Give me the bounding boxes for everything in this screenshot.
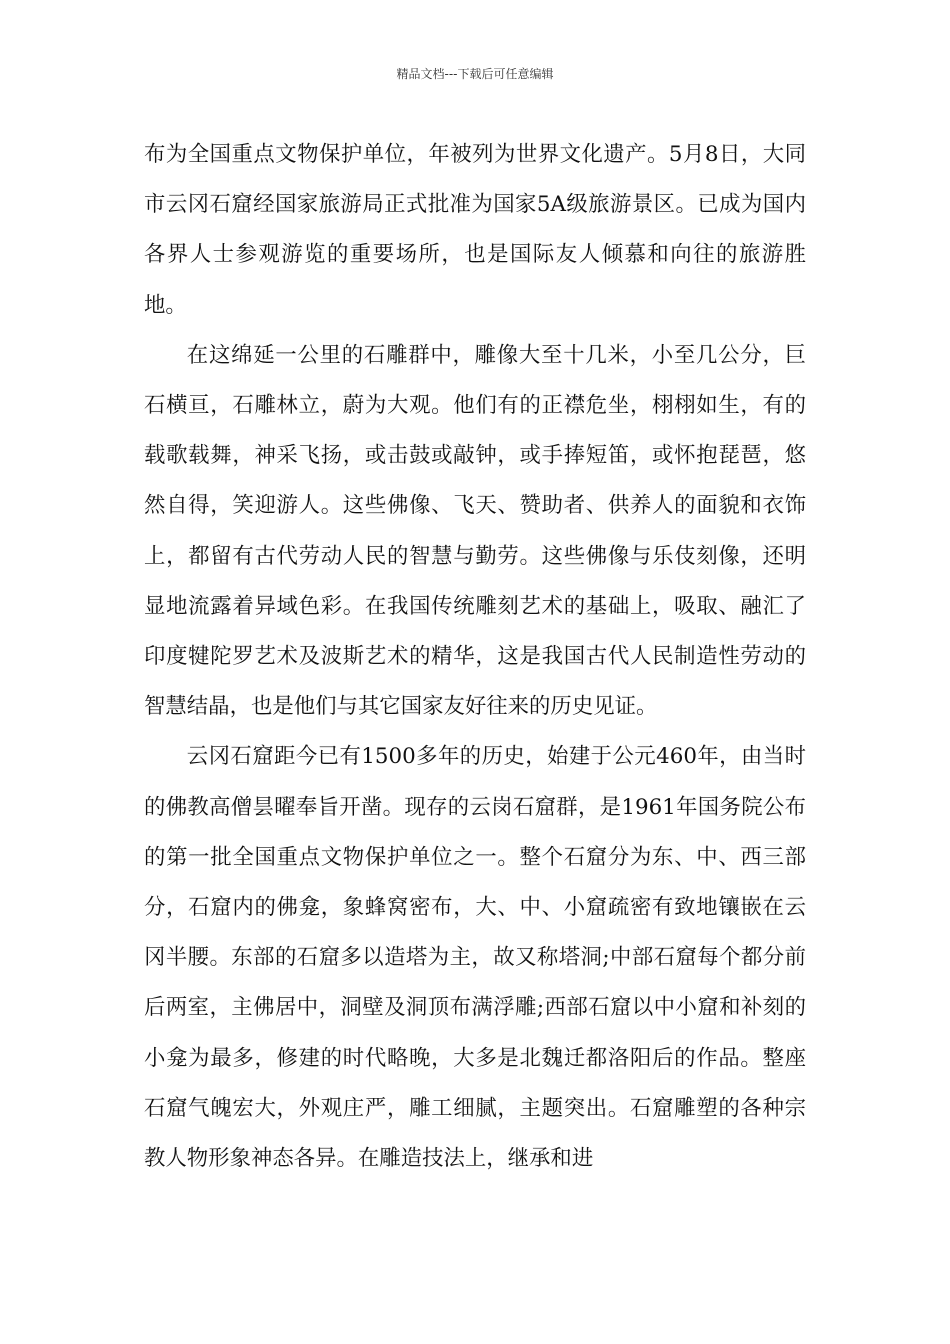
paragraph-3: 云冈石窟距今已有1500多年的历史，始建于公元460年，由当时的佛教高僧昙曜奉旨开凿。现存的云岗石窟群，是1961年国务院公布的第一批全国重点文物保护单位之一。整个石窟分为东、中、西三部分，石窟内的佛龛，象蜂窝密布，大、中、小窟疏密有致地镶嵌在云冈半腰。东部的石窟多以造塔为主，故又称塔洞;中部石窟每个都分前后两室，主佛居中，洞壁及洞顶布满浮雕;西部石窟以中小窟和补刻的小龛为最多，修建的时代略晚，大多是北魏迁都洛阳后的作品。整座石窟气魄宏大，外观庄严，雕工细腻，主题突出。石窟雕塑的各种宗教人物形象神态各异。在雕造技法上，继承和进 <box>144 744 806 1172</box>
page-header: 精品文档---下载后可任意编辑 <box>396 67 554 81</box>
paragraph-1: 布为全国重点文物保护单位，年被列为世界文化遗产。5月8日，大同市云冈石窟经国家旅游局正式批准为国家5A级旅游景区。已成为国内各界人士参观游览的重要场所，也是国际友人倾慕和向往的旅游胜地。 <box>144 142 806 318</box>
paragraph-2: 在这绵延一公里的石雕群中，雕像大至十几米，小至几公分，巨石横亘，石雕林立，蔚为大观。他们有的正襟危坐，栩栩如生，有的载歌载舞，神采飞扬，或击鼓或敲钟，或手捧短笛，或怀抱琵琶，悠然自得，笑迎游人。这些佛像、飞天、赞助者、供养人的面貌和衣饰上，都留有古代劳动人民的智慧与勤劳。这些佛像与乐伎刻像，还明显地流露着异域色彩。在我国传统雕刻艺术的基础上，吸取、融汇了印度犍陀罗艺术及波斯艺术的精华，这是我国古代人民制造性劳动的智慧结晶，也是他们与其它国家友好往来的历史见证。 <box>144 342 806 720</box>
document-body <box>144 130 806 1184</box>
